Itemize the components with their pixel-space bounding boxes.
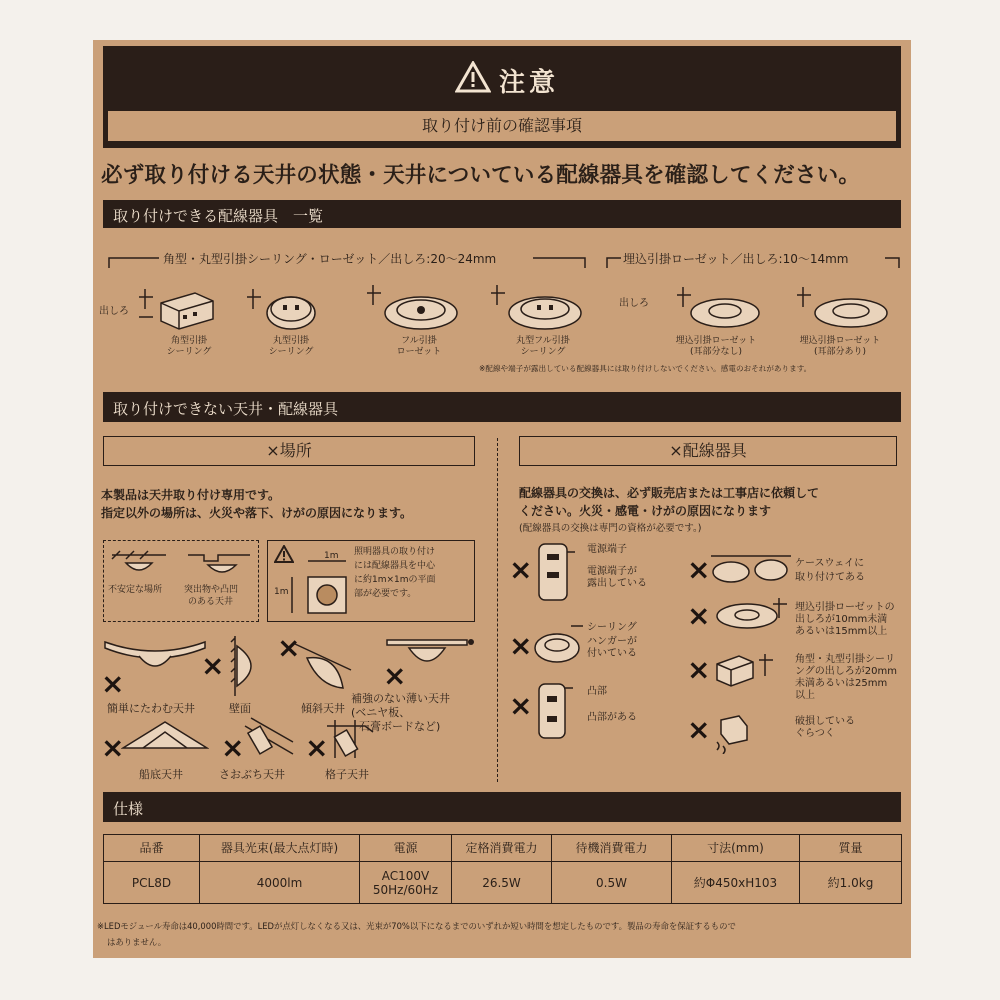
ceiling-hanger-icon bbox=[533, 618, 585, 668]
terminal-line-1: 電源端子が bbox=[587, 566, 637, 577]
wall-icon bbox=[229, 634, 269, 698]
x-mark-icon: × bbox=[687, 599, 711, 632]
caseway-title: ケースウェイに bbox=[795, 558, 865, 569]
ng-section-title: 取り付けできない天井・配線器具 bbox=[113, 400, 339, 418]
sloped-ceiling-icon bbox=[293, 640, 353, 696]
place-desc-1: 本製品は天井取り付け専用です。 bbox=[101, 488, 281, 502]
protrusion-title: 凸部 bbox=[587, 686, 607, 697]
slope-label: 傾斜天井 bbox=[301, 702, 345, 715]
wall-label: 壁面 bbox=[229, 702, 251, 715]
place-heading-box bbox=[103, 436, 475, 466]
req-line-2: には配線器具を中心 bbox=[354, 561, 436, 571]
spec-cell-weight: 約1.0kg bbox=[800, 862, 902, 904]
square-ceiling-range-icon bbox=[713, 652, 777, 692]
ok-item-2 bbox=[259, 336, 323, 358]
ok-item-1 bbox=[157, 336, 221, 358]
ok-item-5 bbox=[661, 336, 771, 358]
spec-header: 待機消費電力 bbox=[552, 835, 672, 862]
unstable-box bbox=[103, 540, 259, 622]
caution-sheet bbox=[93, 40, 911, 958]
x-mark-icon: × bbox=[101, 731, 125, 764]
saobuchi-ceiling-icon bbox=[243, 716, 295, 764]
space-requirement-box bbox=[267, 540, 475, 622]
hanger-line-1: ハンガーが bbox=[587, 636, 637, 647]
flush-rosette-with-ear-icon bbox=[793, 285, 893, 333]
spec-cell-rated: 26.5W bbox=[452, 862, 552, 904]
damaged-fixture-icon bbox=[713, 712, 753, 754]
ok-item-6-l2: (耳部分あり) bbox=[813, 347, 867, 357]
spec-value-row bbox=[104, 862, 902, 904]
unstable-label: 不安定な場所 bbox=[108, 585, 163, 595]
protrusion-desc: 凸部がある bbox=[587, 712, 637, 723]
ok-item-2-l2: シーリング bbox=[268, 347, 314, 357]
spec-header: 電源 bbox=[360, 835, 452, 862]
protrusion-ceiling-icon bbox=[186, 547, 252, 581]
group1-bracket bbox=[107, 254, 587, 270]
space-req-text bbox=[354, 547, 436, 600]
place-heading: ×場所 bbox=[266, 441, 312, 460]
ok-item-6 bbox=[785, 336, 895, 358]
protrusion-fixture-icon bbox=[535, 680, 575, 744]
group2-label: 埋込引掛ローゼット／出しろ:10〜14mm bbox=[623, 252, 849, 266]
spec-header: 器具光束(最大点灯時) bbox=[200, 835, 360, 862]
ok-item-1-l2: シーリング bbox=[166, 347, 212, 357]
x-mark-icon: × bbox=[221, 731, 245, 764]
thin-label-3: 石膏ボードなど) bbox=[359, 720, 441, 733]
ok-item-5-l1: 埋込引掛ローゼット bbox=[675, 336, 757, 346]
flush-rosette-range-icon bbox=[709, 596, 793, 632]
wiring-heading: ×配線器具 bbox=[669, 441, 747, 460]
lead-text: 必ず取り付ける天井の状態・天井についている配線器具を確認してください。 bbox=[101, 163, 861, 188]
terminal-line-2: 露出している bbox=[587, 578, 647, 589]
spec-cell-lumen: 4000lm bbox=[200, 862, 360, 904]
x-mark-icon: × bbox=[687, 653, 711, 686]
req-line-1: 照明器具の取り付け bbox=[354, 547, 436, 557]
unstable-place-icon bbox=[110, 547, 168, 581]
spec-bar bbox=[103, 792, 901, 822]
wiring-heading-box bbox=[519, 436, 897, 466]
flush-range-desc bbox=[795, 602, 895, 638]
spec-table-wrap bbox=[103, 834, 901, 904]
round-ceiling-fixture-icon bbox=[243, 285, 323, 335]
m-top-label: 1m bbox=[324, 551, 339, 561]
x-mark-icon: × bbox=[687, 553, 711, 586]
terminal-title: 電源端子 bbox=[587, 544, 627, 555]
spec-cell-size: 約Φ450xH103 bbox=[672, 862, 800, 904]
lattice-ceiling-icon bbox=[325, 718, 375, 764]
dashiro-label-2: 出しろ bbox=[619, 298, 649, 309]
sag-label: 簡単にたわむ天井 bbox=[107, 702, 195, 715]
wiring-desc-3: (配線器具の交換は専門の資格が必要です。) bbox=[519, 523, 702, 534]
ok-note: ※配線や端子が露出している配線器具には取り付けしないでください。感電のおそれがあります。 bbox=[479, 364, 812, 373]
spec-footnote-1: ※LEDモジュール寿命は40,000時間です。LEDが点灯しなくなる又は、光束が70%以下になるまでのいずれか短い時間を想定したものです。製品の寿命を保証するもので bbox=[97, 921, 736, 931]
spec-cell-model: PCL8D bbox=[104, 862, 200, 904]
ok-section-bar bbox=[103, 200, 901, 228]
protrusion-label-2: のある天井 bbox=[188, 597, 234, 607]
hanger-title: シーリング bbox=[587, 622, 637, 633]
spec-header: 定格消費電力 bbox=[452, 835, 552, 862]
x-mark-icon: × bbox=[509, 689, 533, 722]
caution-title: 注意 bbox=[499, 68, 560, 98]
square-range-desc bbox=[795, 654, 897, 702]
damaged-title: 破損している bbox=[795, 716, 855, 727]
spec-footnote-2: はありません。 bbox=[107, 937, 167, 947]
x-mark-icon: × bbox=[101, 667, 125, 700]
damaged-desc bbox=[795, 716, 855, 740]
spec-header: 品番 bbox=[104, 835, 200, 862]
spec-header: 質量 bbox=[800, 835, 902, 862]
ok-item-2-l1: 丸型引掛 bbox=[272, 336, 309, 346]
place-desc-2: 指定以外の場所は、火災や落下、けがの原因になります。 bbox=[101, 506, 413, 520]
one-meter-square-icon bbox=[288, 557, 350, 617]
flush-range-line-1: 出しろが10mm未満 bbox=[795, 614, 888, 625]
x-mark-icon: × bbox=[305, 731, 329, 764]
caution-header bbox=[103, 46, 901, 148]
thin-label-2: (ベニヤ板、 bbox=[351, 706, 411, 719]
square-range-line-3: 以上 bbox=[795, 690, 815, 701]
hanger-desc bbox=[587, 636, 637, 660]
ng-section-bar bbox=[103, 392, 901, 422]
hanger-line-2: 付いている bbox=[587, 648, 637, 659]
dashiro-label-1: 出しろ bbox=[99, 306, 129, 317]
spec-title: 仕様 bbox=[113, 800, 144, 818]
spec-header-row bbox=[104, 835, 902, 862]
ok-item-1-l1: 角型引掛 bbox=[170, 336, 207, 346]
terminal-desc bbox=[587, 566, 647, 590]
ok-item-4 bbox=[503, 336, 583, 358]
square-range-title: 角型・丸型引掛シーリ bbox=[795, 654, 895, 665]
spec-header: 寸法(mm) bbox=[672, 835, 800, 862]
x-mark-icon: × bbox=[509, 553, 533, 586]
boat-label: 船底天井 bbox=[139, 768, 183, 781]
ok-item-5-l2: (耳部分なし) bbox=[689, 347, 743, 357]
wiring-desc-1: 配線器具の交換は、必ず販売店または工事店に依頼して bbox=[519, 486, 820, 500]
ok-item-6-l1: 埋込引掛ローゼット bbox=[799, 336, 881, 346]
req-line-4: 部が必要です。 bbox=[354, 589, 417, 599]
spec-cell-power bbox=[360, 862, 452, 904]
column-divider bbox=[497, 438, 498, 782]
thin-label-1: 補強のない薄い天井 bbox=[351, 692, 450, 705]
square-range-line-2: 未満あるいは25mm bbox=[795, 678, 888, 689]
ok-item-4-l1: 丸型フル引掛 bbox=[516, 336, 570, 346]
caseway-icon bbox=[709, 550, 793, 586]
ok-item-3 bbox=[387, 336, 451, 358]
full-rosette-icon bbox=[363, 283, 463, 335]
spec-cell-standby: 0.5W bbox=[552, 862, 672, 904]
boat-bottom-ceiling-icon bbox=[121, 718, 209, 750]
x-mark-icon: × bbox=[277, 631, 301, 664]
exposed-terminal-icon bbox=[535, 540, 575, 604]
square-range-line-1: ングの出しろが20mm bbox=[795, 666, 898, 677]
caution-subtitle: 取り付け前の確認事項 bbox=[421, 116, 582, 135]
x-mark-icon: × bbox=[687, 713, 711, 746]
x-mark-icon: × bbox=[509, 629, 533, 662]
caution-subtitle-box bbox=[107, 110, 897, 142]
lattice-label: 格子天井 bbox=[325, 768, 369, 781]
ok-item-3-l1: フル引掛 bbox=[401, 336, 437, 346]
ok-item-4-l2: シーリング bbox=[520, 347, 566, 357]
damaged-line-1: ぐらつく bbox=[795, 728, 835, 739]
saobuchi-label: さおぶち天井 bbox=[219, 768, 285, 781]
spec-table bbox=[103, 834, 902, 904]
m-side-label: 1m bbox=[274, 587, 289, 597]
warning-triangle-icon bbox=[455, 61, 491, 93]
req-line-3: に約1m×1mの平面 bbox=[354, 575, 436, 585]
x-mark-icon: × bbox=[383, 659, 407, 692]
spec-power-voltage: AC100V bbox=[381, 868, 430, 883]
flush-rosette-no-ear-icon bbox=[673, 285, 763, 333]
group1-label: 角型・丸型引掛シーリング・ローゼット／出しろ:20〜24mm bbox=[163, 252, 497, 266]
flush-range-title: 埋込引掛ローゼットの bbox=[795, 602, 895, 613]
protrusion-label-1: 突出物や凸凹 bbox=[184, 585, 239, 595]
ok-section-title: 取り付けできる配線器具 一覧 bbox=[113, 207, 324, 225]
group2-bracket bbox=[605, 254, 901, 270]
x-mark-icon: × bbox=[201, 649, 225, 682]
caseway-desc: 取り付けてある bbox=[795, 572, 865, 583]
square-ceiling-fixture-icon bbox=[135, 285, 215, 335]
ok-item-3-l2: ローゼット bbox=[396, 347, 442, 357]
wiring-desc-2: ください。火災・感電・けがの原因になります bbox=[519, 504, 772, 518]
round-full-ceiling-icon bbox=[487, 283, 587, 335]
spec-power-frequency: 50Hz/60Hz bbox=[372, 882, 439, 897]
flush-range-line-2: あるいは15mm以上 bbox=[795, 626, 888, 637]
